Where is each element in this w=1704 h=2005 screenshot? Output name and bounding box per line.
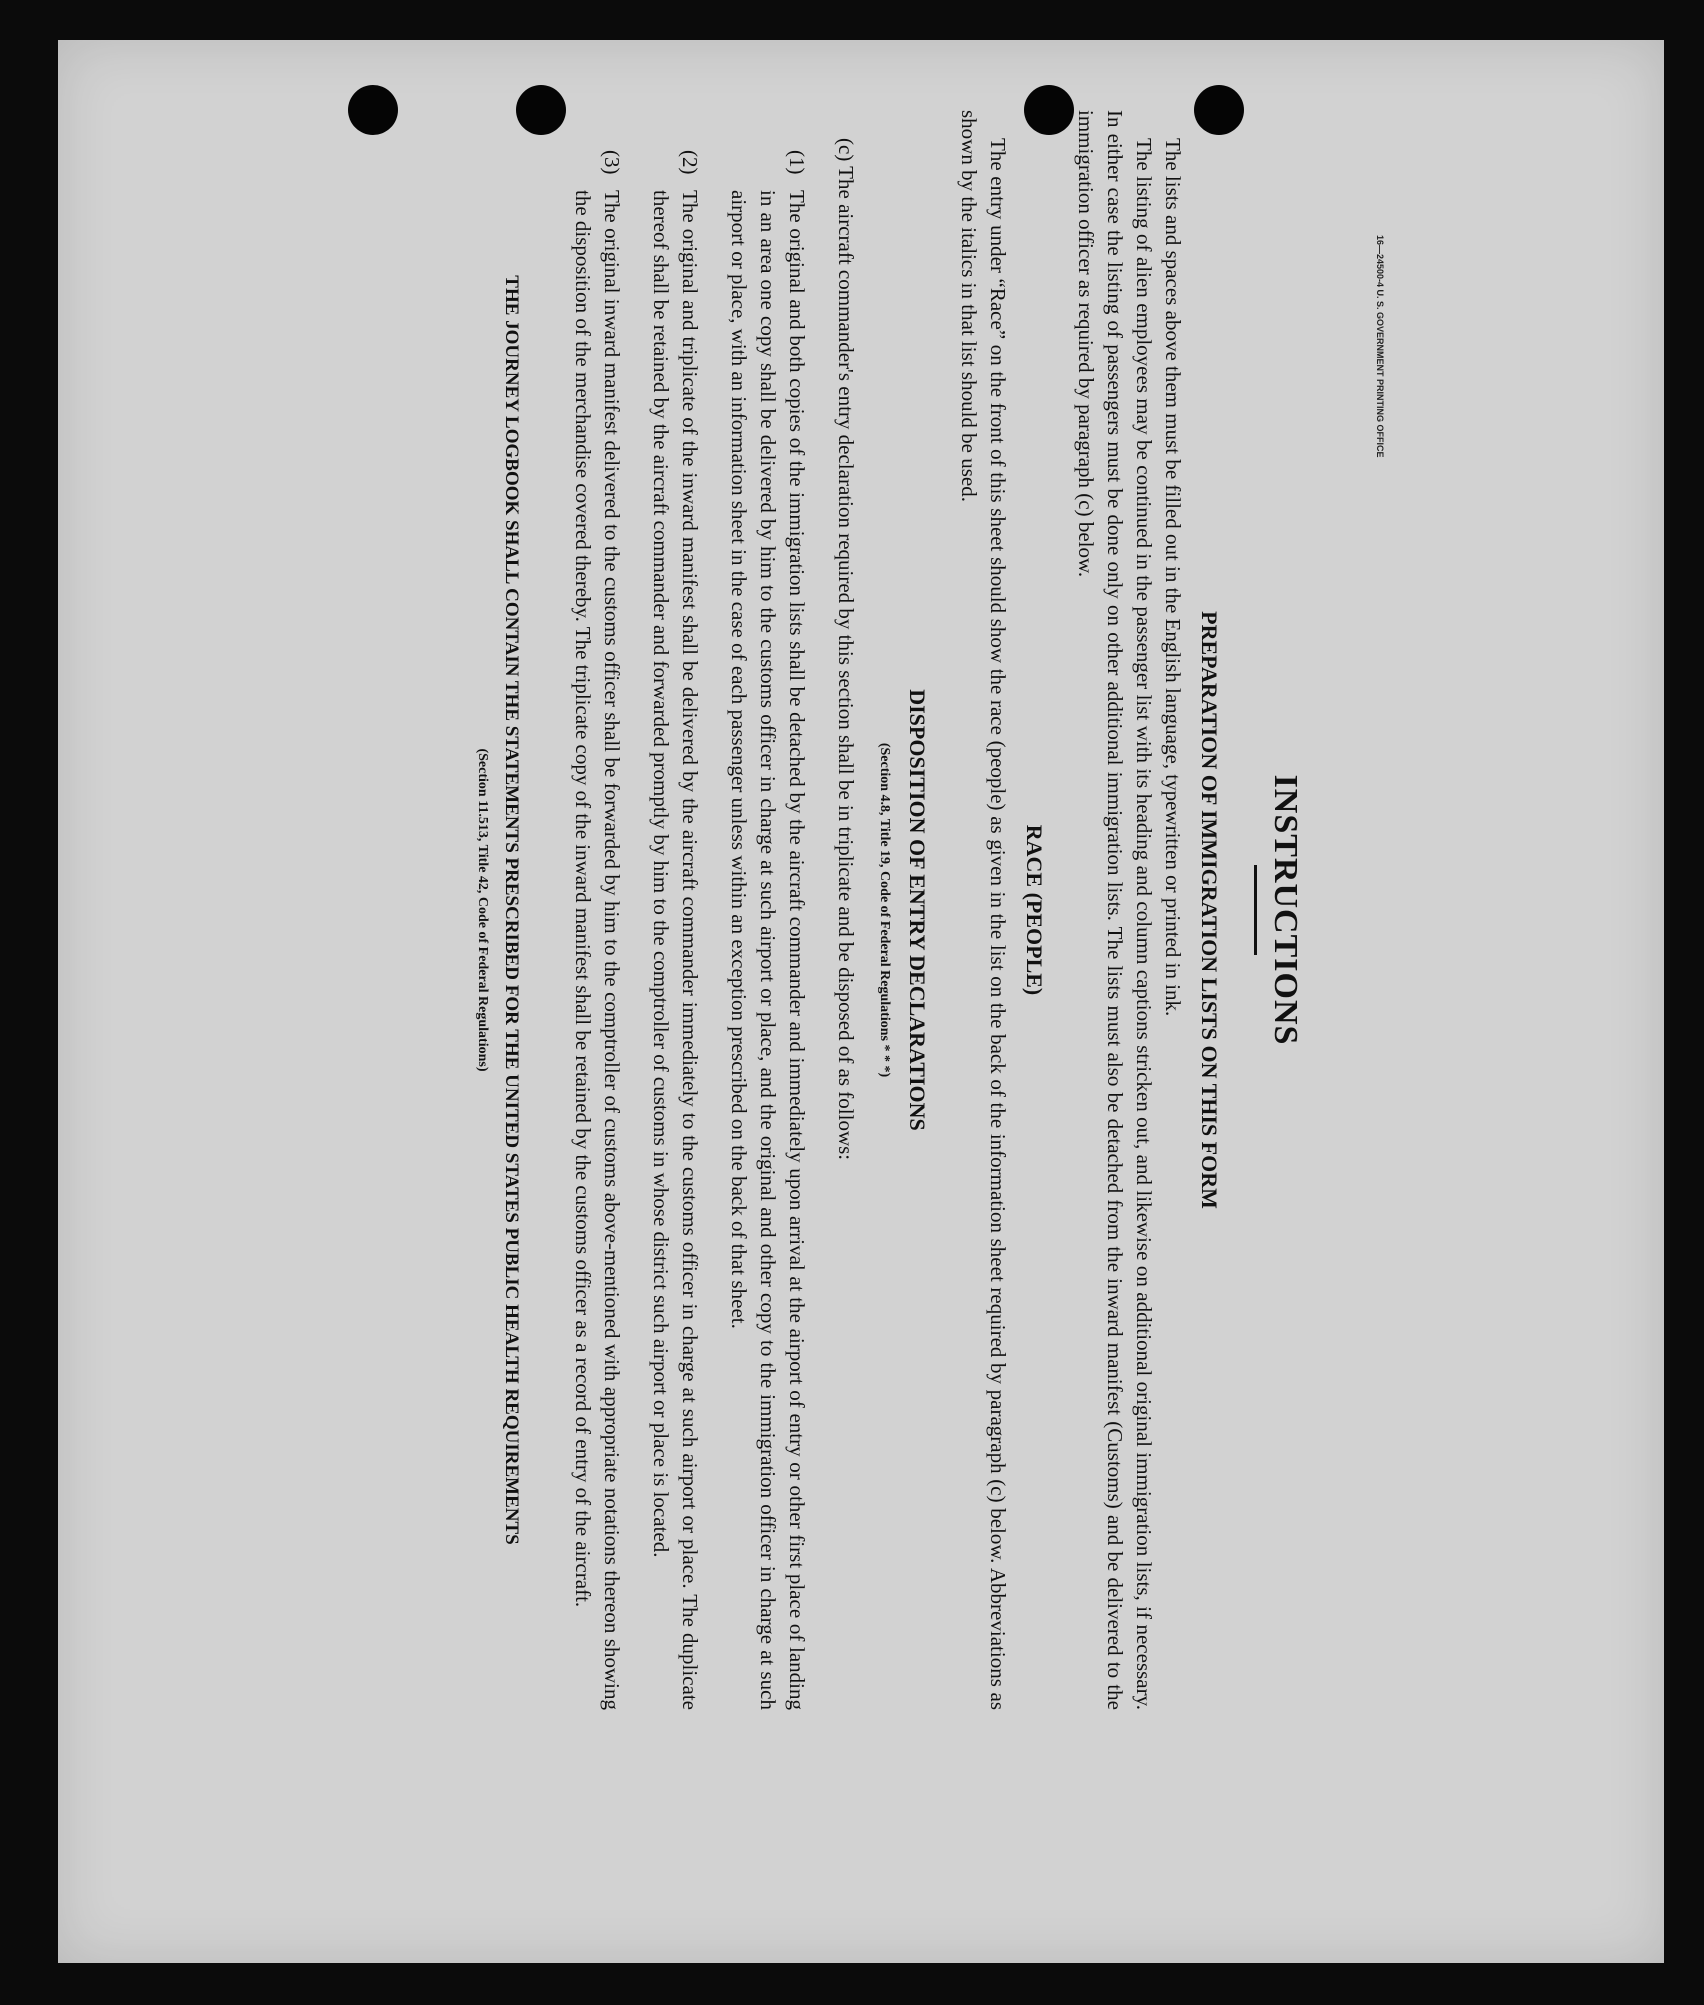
- section-disposition: [568, 110, 932, 1710]
- list-item: [568, 110, 626, 1710]
- section-race: [954, 110, 1049, 1710]
- paragraph: The entry under “Race” on the front of this sheet should show the race (people) as given in the list on the back of the information sheet required by paragraph (c) below. Abbreviations as shown by the italics in that list should be used.: [957, 110, 1010, 1710]
- paragraph: (c) The aircraft commander's entry declaration required by this section shall be in triplicate and be disposed of as follows:: [834, 138, 858, 1161]
- list-item: [724, 110, 811, 1710]
- closing-citation: (Section 11.513, Title 42, Code of Federal Regulations): [475, 748, 490, 1072]
- printer-imprint: 16—24500-4 U. S. GOVERNMENT PRINTING OFFICE: [1375, 235, 1385, 458]
- section-heading: DISPOSITION OF ENTRY DECLARATIONS: [905, 689, 930, 1131]
- section-preparation: [1071, 110, 1224, 1710]
- section-heading: PREPARATION OF IMMIGRATION LISTS ON THIS FORM: [1197, 611, 1222, 1209]
- item-text: The original and both copies of the immigration lists shall be detached by the aircraft commander and immediately upon arrival at the airport of entry or other first place of landing in an area one copy shall be delivered by him to the customs officer in charge at such airport or place, and the original and other copy to the immigration officer in charge at such airport or place, with an information sheet in the case of each passenger unless within an exception prescribed on the back of that sheet.: [727, 190, 809, 1710]
- item-number: (2): [678, 150, 702, 175]
- item-text: The original and triplicate of the inward manifest shall be delivered by the aircraft commander immediately to the customs officer in charge at such airport or place. The duplicate thereof shall be retained by the aircraft commander and forwarded promptly by him to the comptroller of customs in whose district such airport or place is located.: [649, 190, 702, 1710]
- section-subheading: (Section 4.8, Title 19, Code of Federal Regulations * * *): [877, 742, 892, 1078]
- closing-statement: THE JOURNEY LOGBOOK SHALL CONTAIN THE STATEMENTS PRESCRIBED FOR THE UNITED STATES PUBLIC HEALTH REQUIREMENTS: [501, 275, 522, 1545]
- section-heading: RACE (PEOPLE): [1022, 824, 1047, 996]
- list-item: [646, 110, 704, 1710]
- punch-hole: [348, 85, 398, 135]
- paragraph: The listing of alien employees may be continued in the passenger list with its heading and column captions stricken out, and likewise on additional original immigration lists, if necessary. In either case the listing of passengers must be done only on other additional immigration lists. The lists must also be detached from the inward manifest (Customs) and be delivered to the immigration officer as required by paragraph (c) below.: [1074, 110, 1156, 1710]
- item-number: (3): [600, 150, 624, 175]
- title-rule: [1254, 865, 1257, 955]
- instructions-text: [468, 110, 1304, 1710]
- paragraph: The lists and spaces above them must be filled out in the English language, typewritten or printed in ink.: [1161, 138, 1185, 1017]
- page-title: INSTRUCTIONS: [1267, 774, 1304, 1046]
- item-number: (1): [785, 150, 809, 175]
- item-text: The original inward manifest delivered to the customs officer shall be forwarded by him to the comptroller of customs above-mentioned with appropriate notations thereon showing the disposition of the merchandise covered thereby. The triplicate copy of the inward manifest shall be retained by the customs officer as a record of entry of the aircraft.: [571, 190, 624, 1710]
